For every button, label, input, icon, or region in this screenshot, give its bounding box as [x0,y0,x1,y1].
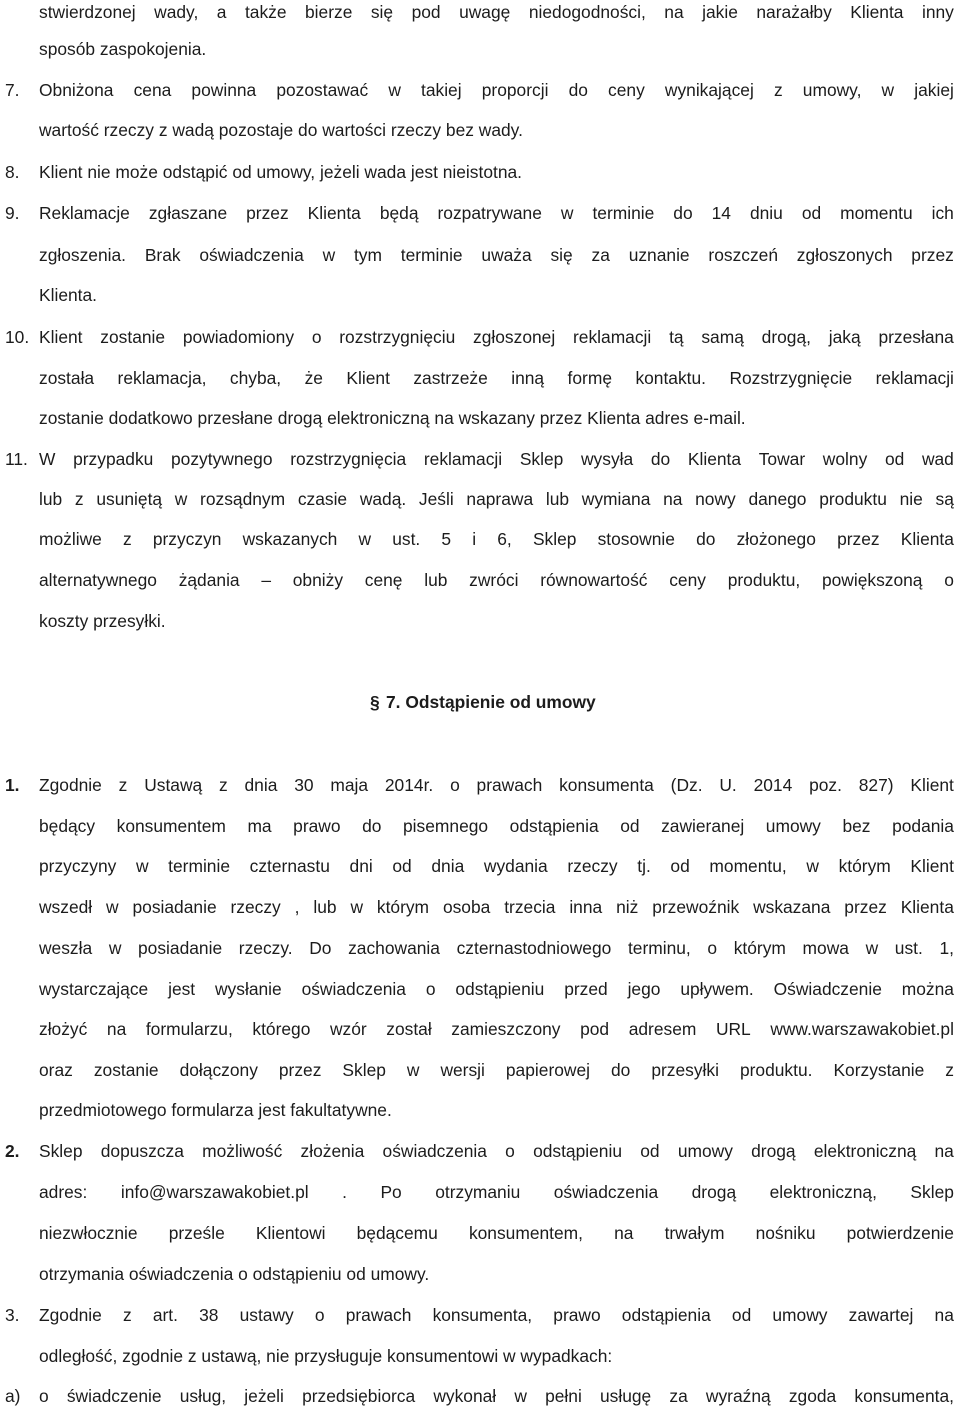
text-line: złożyć na formularzu, którego wzór został zamieszczony pod adresem URL www.warszawakobiet.pl [39,1019,954,1039]
item-number: 7. [5,80,20,100]
text-line: została reklamacja, chyba, że Klient zastrzeże inną formę kontaktu. Rozstrzygnięcie reklamacji [39,368,954,388]
text-line: koszty przesyłki. [39,611,166,631]
text-line: o świadczenie usług, jeżeli przedsiębiorca wykonał w pełni usługę za wyraźną zgoda konsumenta, [39,1386,954,1406]
text-line: W przypadku pozytywnego rozstrzygnięcia reklamacji Sklep wysyła do Klienta Towar wolny od wad [39,449,954,469]
text-line: możliwe z przyczyn wskazanych w ust. 5 i 6, Sklep stosownie do złożonego przez Klienta [39,529,954,549]
text-line: Obniżona cena powinna pozostawać w takiej proporcji do ceny wynikającej z umowy, w jakiej [39,80,954,100]
text-line: sposób zaspokojenia. [39,39,207,59]
text-line: otrzymania oświadczenia o odstąpieniu od umowy. [39,1264,430,1284]
text-line: weszła w posiadanie rzeczy. Do zachowania czternastodniowego terminu, o którym mowa w ust. 1, [39,938,954,958]
text-line: odległość, zgodnie z ustawą, nie przysługuje konsumentowi w wypadkach: [39,1346,613,1366]
text-line: niezwłocznie prześle Klientowi będącemu konsumentem, na trwałym nośniku potwierdzenie [39,1223,954,1243]
text-line: Klient zostanie powiadomiony o rozstrzygnięciu zgłoszonej reklamacji tą samą drogą, jaką przesłana [39,327,954,347]
item-number: 8. [5,162,20,182]
text-line: zgłoszenia. Brak oświadczenia w tym terminie uważa się za uznanie roszczeń zgłoszonych przez [39,245,954,265]
item-number: 3. [5,1305,20,1325]
item-number: 1. [5,775,20,795]
text-line: przyczyny w terminie czternastu dni od dnia wydania rzeczy tj. od momentu, w którym Klient [39,856,954,876]
text-line: oraz zostanie dołączony przez Sklep w wersji papierowej do przesyłki produktu. Korzystanie z [39,1060,954,1080]
section-sign: § [370,692,380,712]
text-line: wystarczające jest wysłanie oświadczenia o odstąpieniu przed jego upływem. Oświadczenie można [39,979,954,999]
text-line: zostanie dodatkowo przesłane drogą elektroniczną na wskazany przez Klienta adres e-mail. [39,408,746,428]
item-number: 10. [5,327,30,347]
text-line: Klienta. [39,285,98,305]
text-line: alternatywnego żądania – obniży cenę lub zwróci równowartość ceny produktu, powiększoną o [39,570,954,590]
text-line: będący konsumentem ma prawo do pisemnego odstąpienia od zawieranej umowy bez podania [39,816,954,836]
text-line: lub z usuniętą w rozsądnym czasie wadą. Jeśli naprawa lub wymiana na nowy danego produktu nie są [39,489,954,509]
text-line: Sklep dopuszcza możliwość złożenia oświadczenia o odstąpieniu od umowy drogą elektroniczną na [39,1141,954,1161]
item-number: a) [5,1386,21,1406]
text-line: Klient nie może odstąpić od umowy, jeżeli wada jest nieistotna. [39,162,523,182]
text-line: Zgodnie z Ustawą z dnia 30 maja 2014r. o prawach konsumenta (Dz. U. 2014 poz. 827) Klient [39,775,954,795]
text-line: przedmiotowego formularza jest fakultatywne. [39,1100,392,1120]
item-number: 11. [5,449,28,469]
item-number: 2. [5,1141,20,1161]
text-line: Zgodnie z art. 38 ustawy o prawach konsumenta, prawo odstąpienia od umowy zawartej na [39,1305,954,1325]
text-line: Reklamacje zgłaszane przez Klienta będą rozpatrywane w terminie do 14 dniu od momentu ich [39,203,954,223]
text-line: wszedł w posiadanie rzeczy , lub w którym osoba trzecia inna niż przewoźnik wskazana przez Klienta [39,897,954,917]
text-line: stwierdzonej wady, a także bierze się pod uwagę niedogodności, na jakie narażałby Klienta inny [39,2,954,22]
item-number: 9. [5,203,20,223]
section-title: 7. Odstąpienie od umowy [386,692,596,712]
text-line: adres: info@warszawakobiet.pl . Po otrzymaniu oświadczenia drogą elektroniczną, Sklep [39,1182,954,1202]
text-line: wartość rzeczy z wadą pozostaje do wartości rzeczy bez wady. [39,120,523,140]
